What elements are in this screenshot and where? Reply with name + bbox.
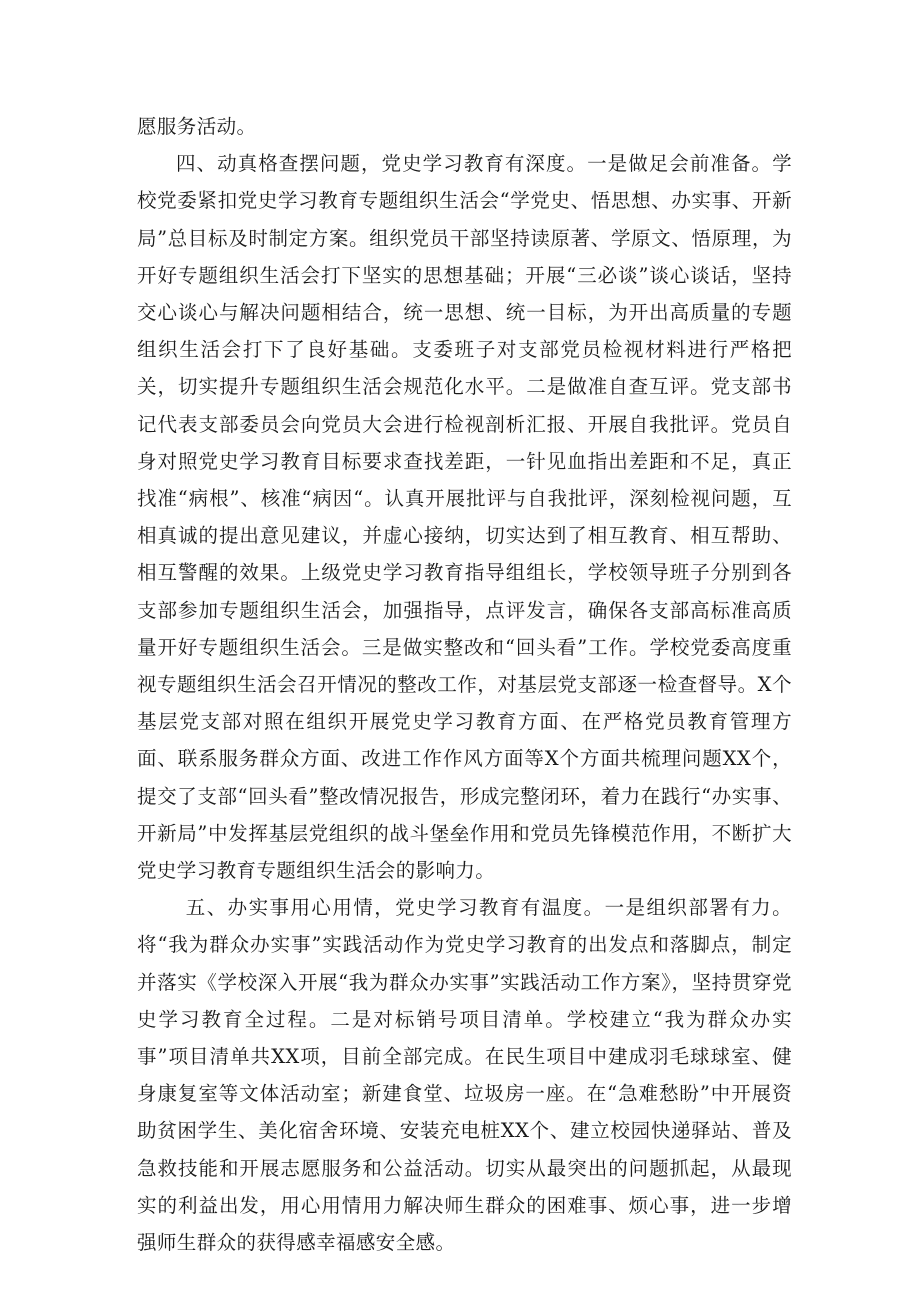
document-body <box>137 108 792 1261</box>
paragraph-continuation: 愿服务活动。 <box>137 115 257 138</box>
paragraph-section-five: 五、办实事用心用情，党史学习教育有温度。一是组织部署有力。将“我为群众办实事”实践活动作为党史学习教育的出发点和落脚点，制定并落实《学校深入开展“我为群众办实事”实践活动工作方案》，坚持贯穿党史学习教育全过程。二是对标销号项目清单。学校建立“我为群众办实事”项目清单共XX项，目前全部完成。在民生项目中建成羽毛球球室、健身康复室等文体活动室；新建食堂、垃圾房一座。在“急难愁盼”中开展资助贫困学生、美化宿舍环境、安装充电桩XX个、建立校园快递驿站、普及急救技能和开展志愿服务和公益活动。切实从最突出的问题抓起，从最现实的利益出发，用心用情用力解决师生群众的困难事、烦心事，进一步增强师生群众的获得感幸福感安全感。 <box>137 896 792 1255</box>
paragraph-section-four: 四、动真格查摆问题，党史学习教育有深度。一是做足会前准备。学校党委紧扣党史学习教育专题组织生活会“学党史、悟思想、办实事、开新局”总目标及时制定方案。组织党员干部坚持读原著、学原文、悟原理，为开好专题组织生活会打下坚实的思想基础；开展“三必谈”谈心谈话，坚持交心谈心与解决问题相结合，统一思想、统一目标，为开出高质量的专题组织生活会打下了良好基础。支委班子对支部党员检视材料进行严格把关，切实提升专题组织生活会规范化水平。二是做准自查互评。党支部书记代表支部委员会向党员大会进行检视剖析汇报、开展自我批评。党员自身对照党史学习教育目标要求查找差距，一针见血指出差距和不足，真正找准“病根”、核准“病因“。认真开展批评与自我批评，深刻检视问题，互相真诚的提出意见建议，并虚心接纳，切实达到了相互教育、相互帮助、相互警醒的效果。上级党史学习教育指导组组长，学校领导班子分别到各支部参加专题组织生活会，加强指导，点评发言，确保各支部高标准高质量开好专题组织生活会。三是做实整改和“回头看”工作。学校党委高度重视专题组织生活会召开情况的整改工作，对基层党支部逐一检查督导。X个基层党支部对照在组织开展党史学习教育方面、在严格党员教育管理方面、联系服务群众方面、改进工作作风方面等X个方面共梳理问题XX个，提交了支部“回头看”整改情况报告，形成完整闭环，着力在践行“办实事、开新局”中发挥基层党组织的战斗堡垒作用和党员先锋模范作用，不断扩大党史学习教育专题组织生活会的影响力。 <box>137 152 792 883</box>
